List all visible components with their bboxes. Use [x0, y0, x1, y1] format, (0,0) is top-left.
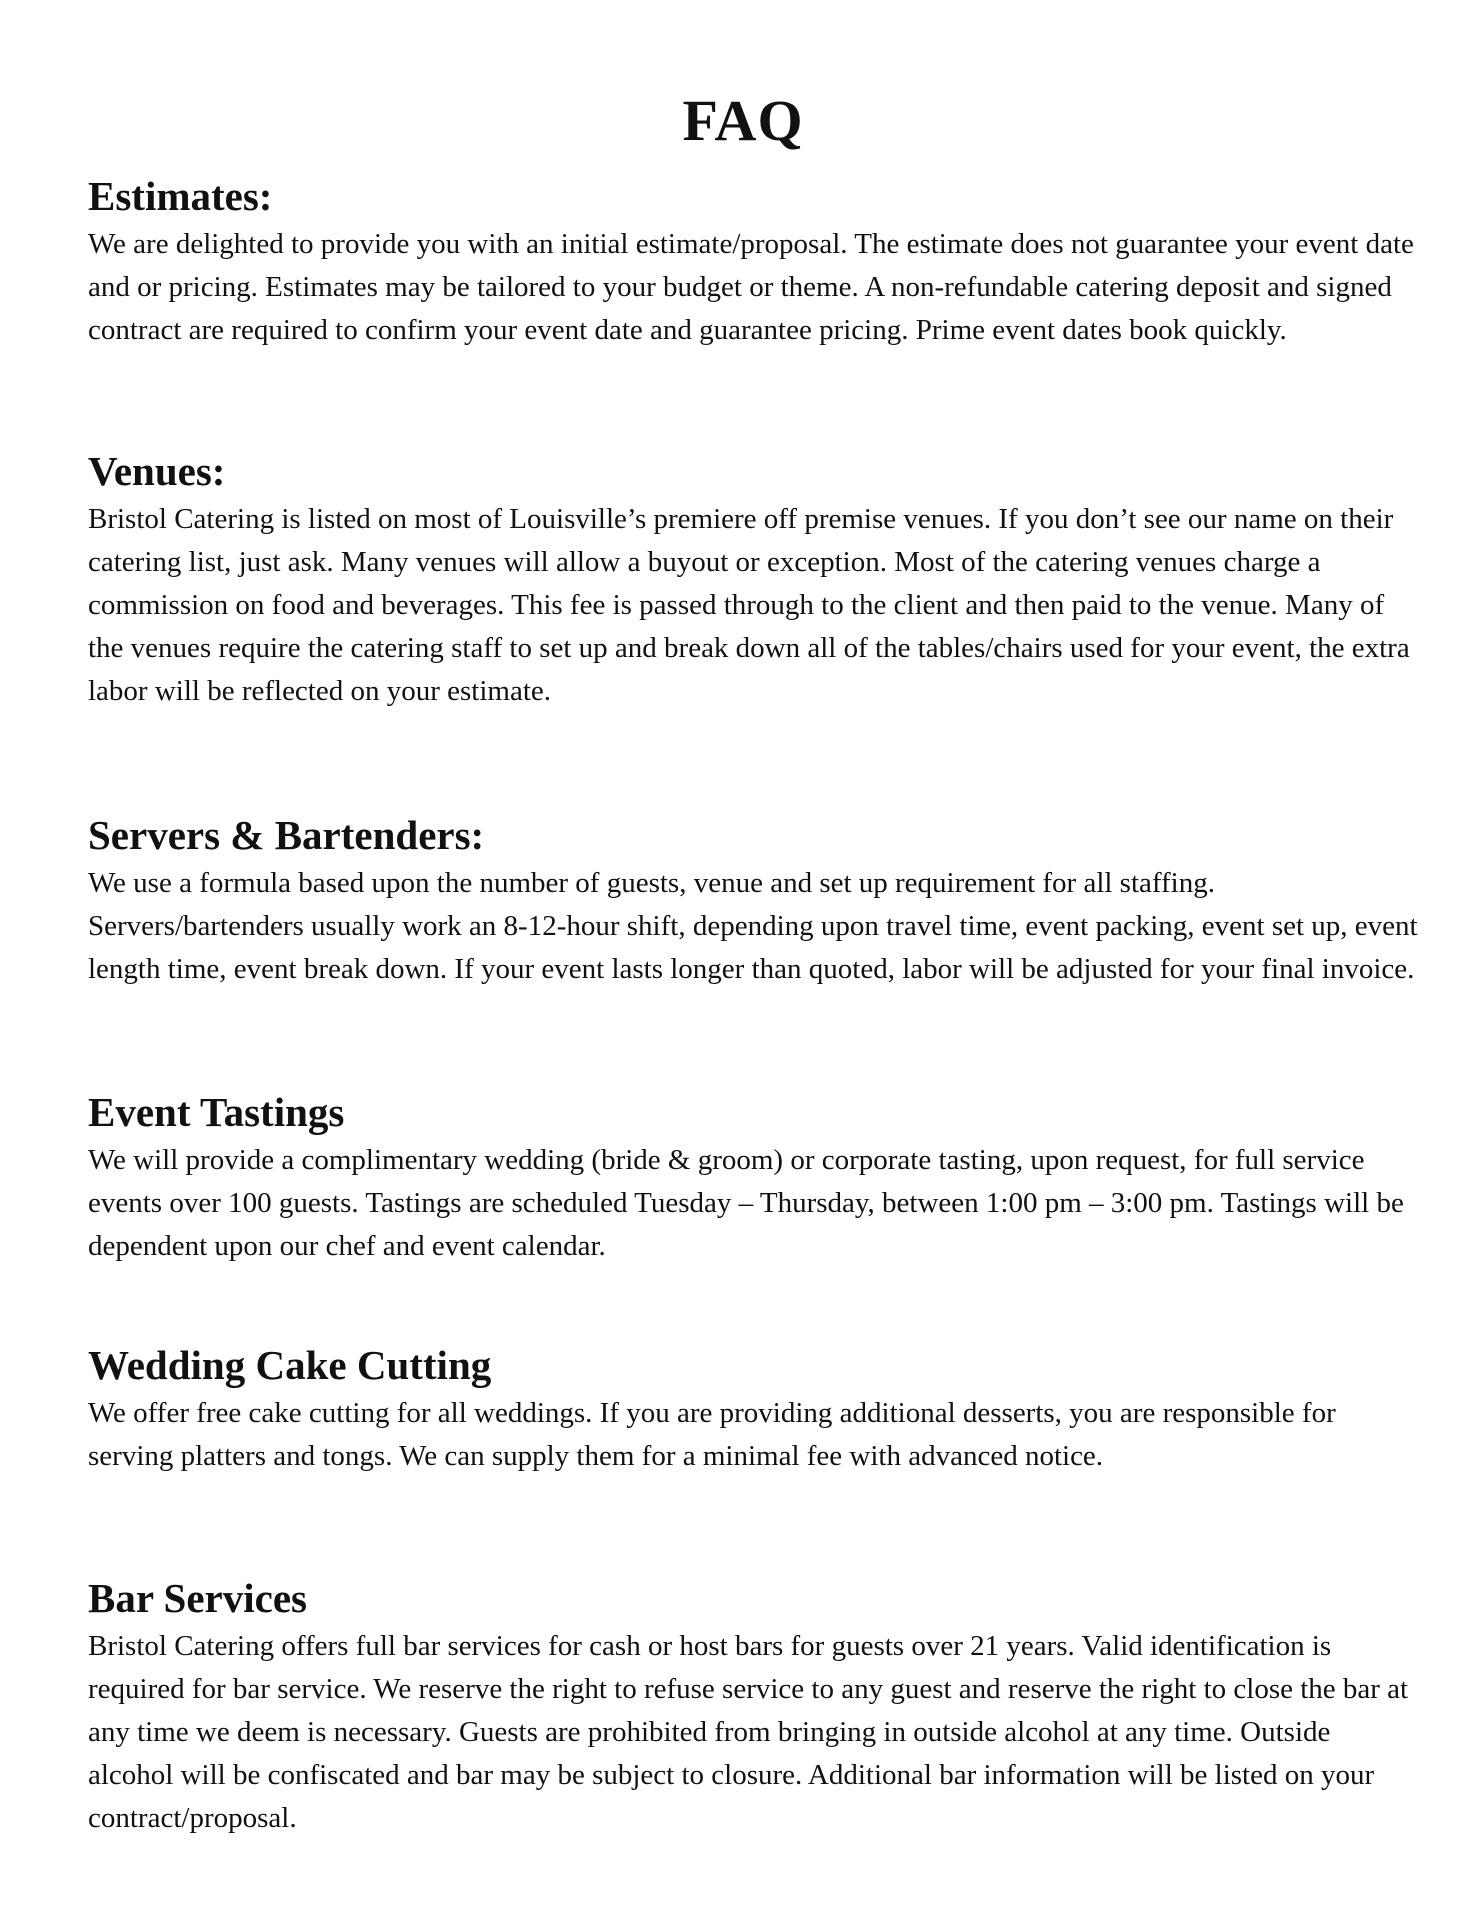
section-event-tastings [88, 1088, 1418, 1268]
section-heading: Bar Services [88, 1575, 307, 1621]
section-venues [88, 447, 1418, 713]
section-body: Bristol Catering offers full bar services for cash or host bars for guests over 21 years. Valid identification is required for bar service. We reserve the right to refuse service to any guest and reserve the right to close the bar at any time we deem is necessary. Guests are prohibited from bringing in outside alcohol at any time. Outside alcohol will be confiscated and bar may be subject to closure. Additional bar information will be listed on your contract/proposal. [88, 1630, 1409, 1835]
section-bar-services [88, 1574, 1418, 1840]
section-wedding-cake-cutting [88, 1341, 1418, 1478]
section-body: We are delighted to provide you with an initial estimate/proposal. The estimate does not guarantee your event date and or pricing. Estimates may be tailored to your budget or theme. A non-refundable catering deposit and signed contract are required to confirm your event date and guarantee pricing. Prime event dates book quickly. [88, 228, 1414, 347]
section-heading: Wedding Cake Cutting [88, 1342, 492, 1388]
section-body: We offer free cake cutting for all weddings. If you are providing additional desserts, you are responsible for serving platters and tongs. We can supply them for a minimal fee with advanced notice. [88, 1397, 1336, 1473]
section-estimates [88, 172, 1418, 352]
section-heading: Venues: [88, 448, 226, 494]
section-body: We will provide a complimentary wedding (bride & groom) or corporate tasting, upon request, for full service events over 100 guests. Tastings are scheduled Tuesday – Thursday, between 1:00 pm – 3:00 pm. Tastings will be dependent upon our chef and event calendar. [88, 1144, 1404, 1263]
section-servers-bartenders [88, 811, 1418, 991]
section-body: We use a formula based upon the number of guests, venue and set up requirement for all staffing. Servers/bartenders usually work an 8-12-hour shift, depending upon travel time, event packing, event set up, event length time, event break down. If your event lasts longer than quoted, labor will be adjusted for your final invoice. [88, 867, 1418, 986]
section-heading: Event Tastings [88, 1089, 345, 1135]
section-body: Bristol Catering is listed on most of Louisville’s premiere off premise venues. If you don’t see our name on their catering list, just ask. Many venues will allow a buyout or exception. Most of the catering venues charge a commission on food and beverages. This fee is passed through to the client and then paid to the venue. Many of the venues require the catering staff to set up and break down all of the tables/chairs used for your event, the extra labor will be reflected on your estimate. [88, 503, 1410, 708]
page-title: FAQ [682, 88, 804, 153]
section-heading: Estimates: [88, 173, 273, 219]
section-heading: Servers & Bartenders: [88, 812, 485, 858]
